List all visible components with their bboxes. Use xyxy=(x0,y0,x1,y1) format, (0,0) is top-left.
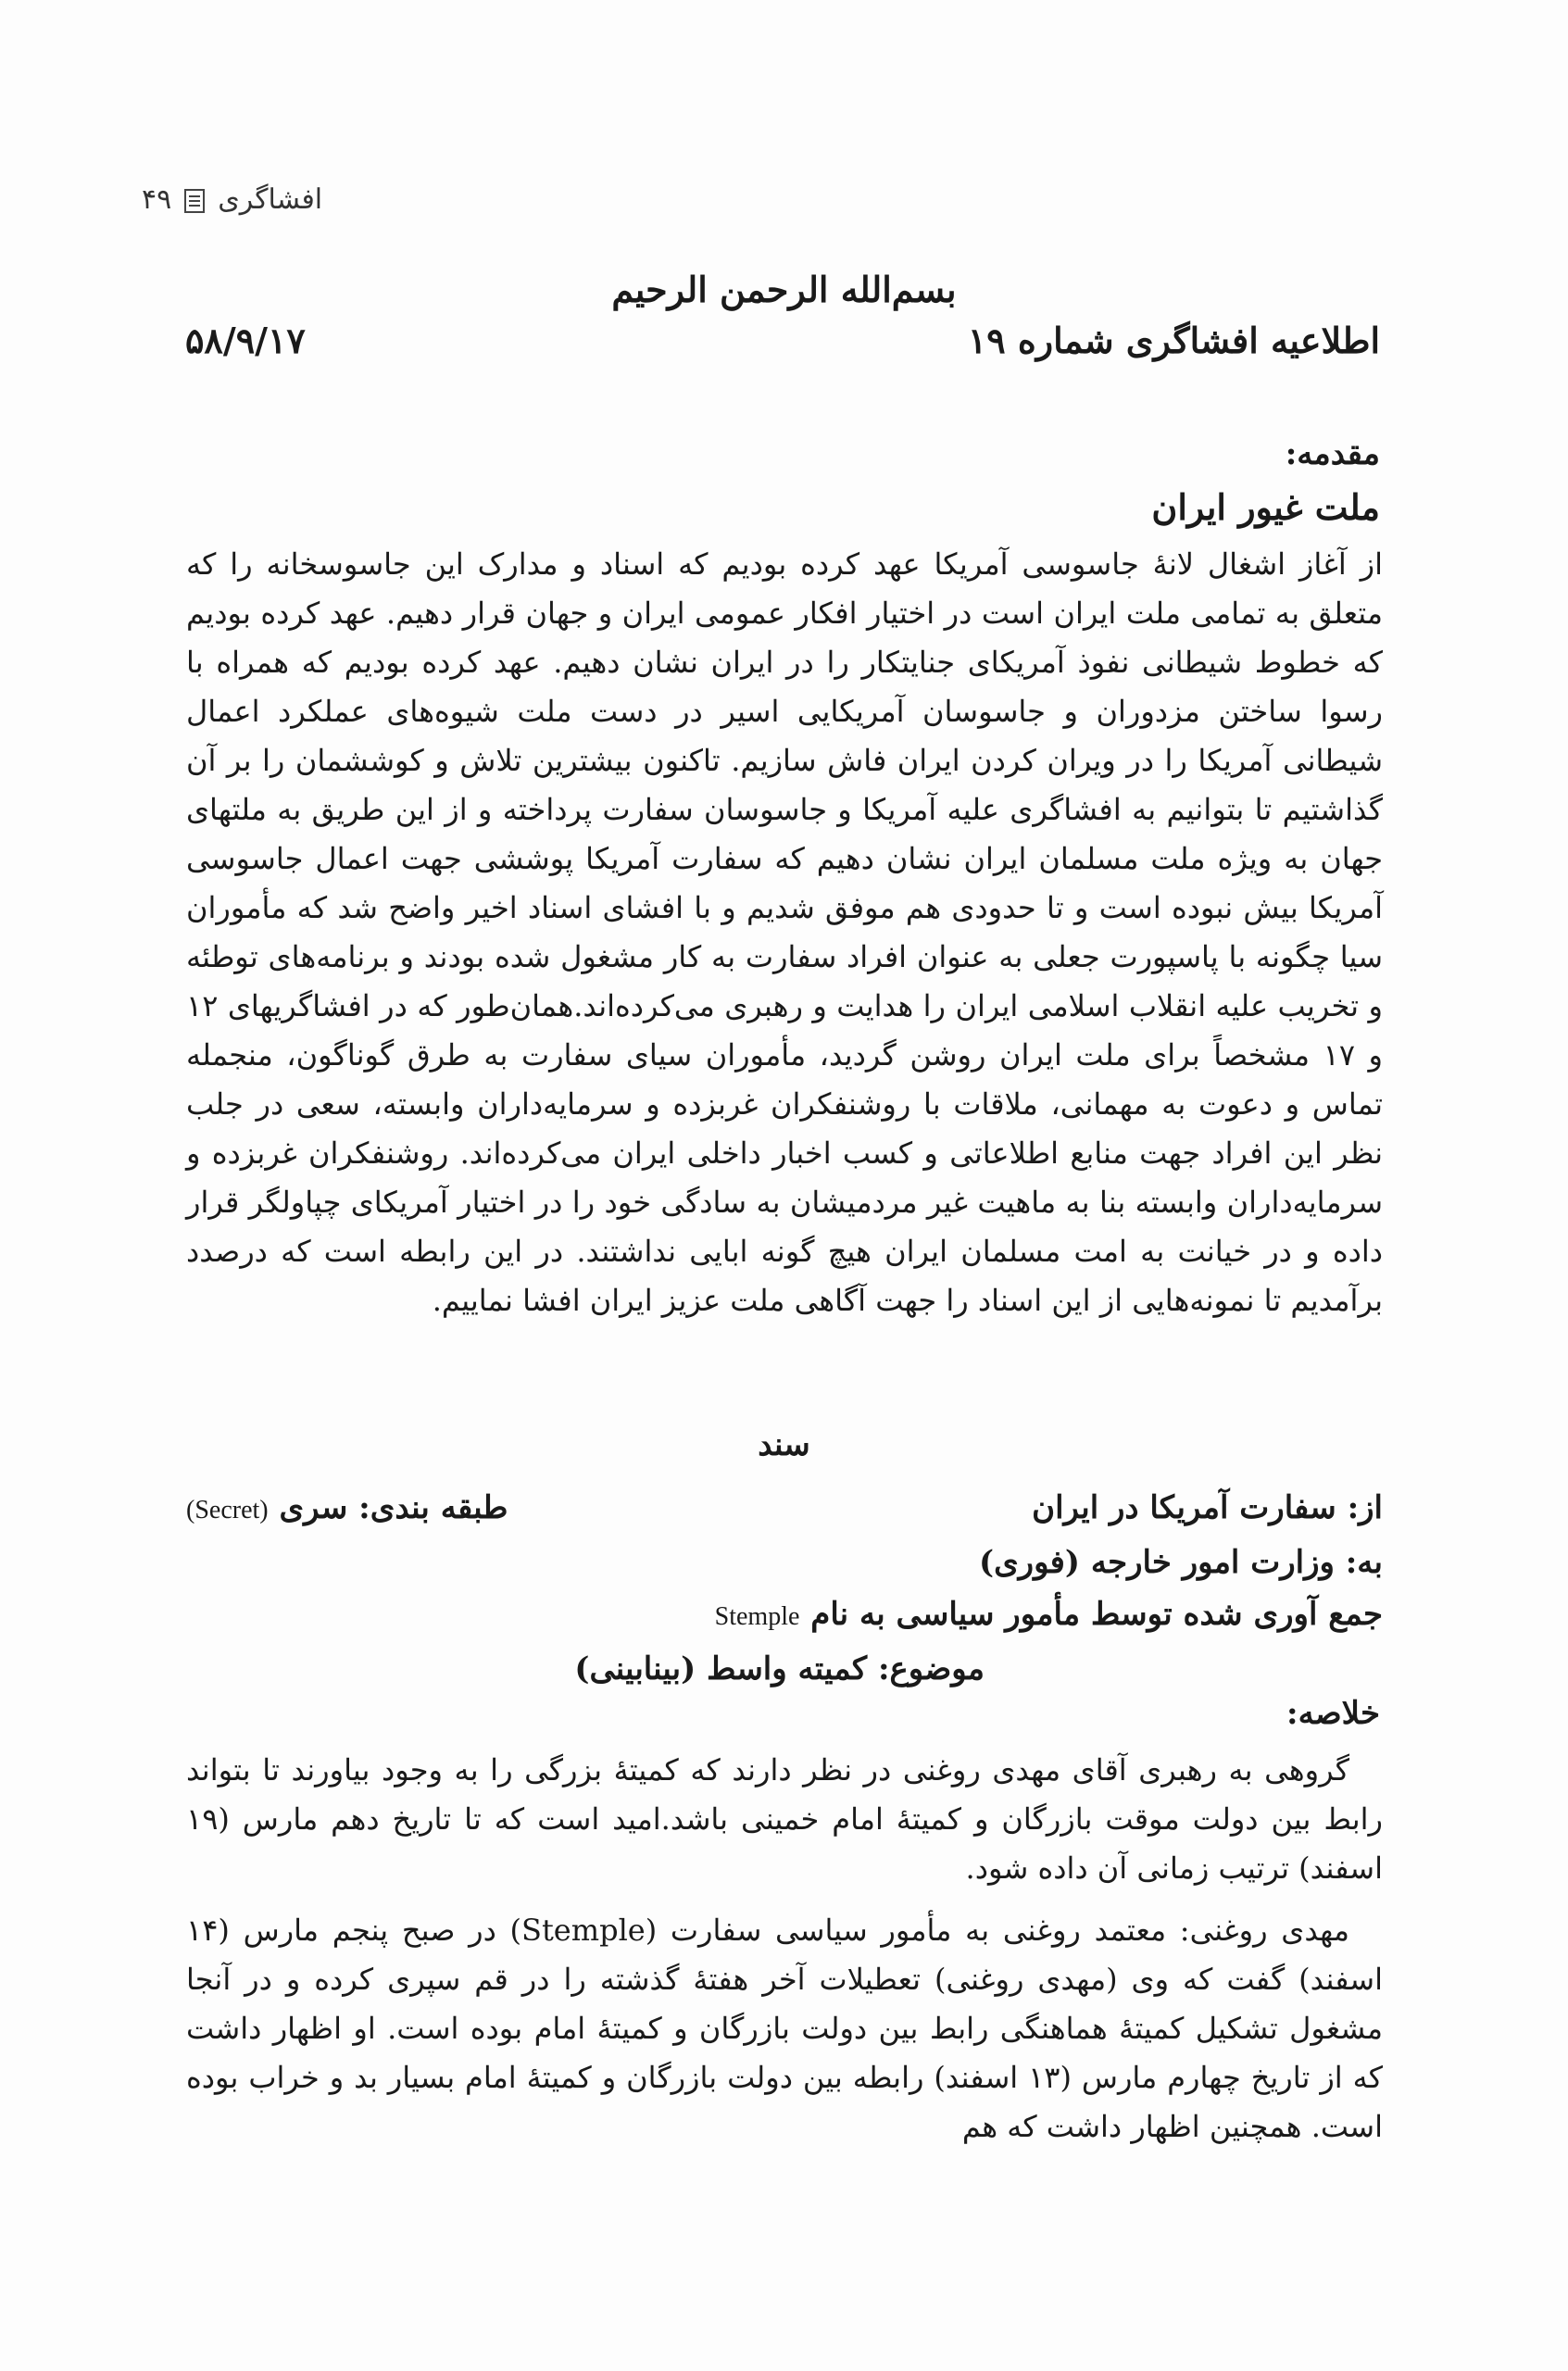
notice-title: اطلاعیه افشاگری شماره ۱۹ xyxy=(967,320,1380,361)
document-label: سند xyxy=(758,1426,810,1463)
document-meta xyxy=(186,1482,1383,1695)
from-row xyxy=(186,1482,1383,1537)
compiled-by-line xyxy=(186,1588,1383,1643)
intro-paragraph: از آغاز اشغال لانهٔ جاسوسی آمریکا عهد کرده بودیم که اسناد و مدارک این جاسوسخانه را که متعلق به تمامی ملت ایران است در اختیار افکار عمومی ایران و جهان قرار دهیم. عهد کرده بودیم که خطوط شیطانی نفوذ آمریکای جنایتکار را در ایران نشان دهیم. عهد کرده بودیم که همراه با رسوا ساختن مزدوران و جاسوسان آمریکایی اسیر در دست ملت شیوه‌های عملکرد اعمال شیطانی آمریکا را در ویران کردن ایران فاش سازیم. تاکنون بیشترین تلاش و کوششمان را بر آن گذاشتیم تا بتوانیم به افشاگری علیه آمریکا و جاسوسان سفارت پرداخته و از این طریق به ملتهای جهان به ویژه ملت مسلمان ایران نشان دهیم که سفارت آمریکا پوششی جهت اعمال جاسوسی آمریکا بیش نبوده است و تا حدودی هم موفق شدیم و با افشای اسناد اخیر واضح شد که مأموران سیا چگونه با پاسپورت جعلی به عنوان افراد سفارت به کار مشغول شده بودند و برنامه‌های توطئه و تخریب علیه انقلاب اسلامی ایران را هدایت و رهبری می‌کرده‌اند.همان‌طور که در افشاگریهای ۱۲ و ۱۷ مشخصاً برای ملت ایران روشن گردید، مأموران سیای سفارت به طرق گوناگون، منجمله تماس و دعوت به مهمانی، ملاقات با روشنفکران غربزده و سرمایه‌داران وابسته، سعی در جلب نظر این افراد جهت منابع اطلاعاتی و کسب اخبار داخلی ایران می‌کرده‌اند. روشنفکران غربزده و سرمایه‌داران وابسته بنا به ماهیت غیر مردمیشان به سادگی خود را در اختیار آمریکای چپاولگر قرار داده و در خیانت به امت مسلمان ایران هیچ گونه ابایی نداشتند. در این رابطه است که درصدد برآمدیم تا نمونه‌هایی از این اسناد را جهت آگاهی ملت عزیز ایران افشا نماییم. xyxy=(186,546,1384,1318)
running-header xyxy=(142,183,364,216)
intro-heading: مقدمه: xyxy=(1285,435,1380,472)
from-line: از: سفارت آمریکا در ایران xyxy=(1032,1489,1383,1526)
classification-label: طبقه بندی: سری xyxy=(279,1489,508,1526)
subject-line: موضوع: کمیته واسط (بینابینی) xyxy=(574,1650,985,1687)
date-title-row xyxy=(185,320,1380,361)
running-header-title: افشاگری xyxy=(218,183,323,216)
compiled-by-name: Stemple xyxy=(714,1602,800,1631)
bismillah: بسم‌الله الرحمن الرحیم xyxy=(611,269,957,310)
summary-paragraph: مهدی روغنی: معتمد روغنی به مأمور سیاسی سفارت (Stemple) در صبح پنجم مارس (۱۴ اسفند) گفت که وی (مهدی روغنی) تعطیلات آخر هفتهٔ گذشته را در قم سپری کرده و در آنجا مشغول تشکیل کمیتهٔ هماهنگی رابط بین دولت بازرگان و کمیتهٔ امام بوده است. او اظهار داشت که از تاریخ چهارم مارس (۱۳ اسفند) رابطه بین دولت بازرگان و کمیتهٔ امام بسیار بد و خراب بوده است. همچنین اظهار داشت که هم xyxy=(186,1913,1384,2144)
to-line: به: وزارت امور خارجه (فوری) xyxy=(978,1544,1383,1581)
notice-date: ۵۸/۹/۱۷ xyxy=(185,320,306,361)
summary-body xyxy=(186,1746,1383,2164)
document-icon xyxy=(184,188,205,212)
summary-paragraph: گروهی به رهبری آقای مهدی روغنی در نظر دارند که کمیتهٔ بزرگی را به وجود بیاورند تا بتواند رابط بین دولت موقت بازرگان و کمیتهٔ امام خمینی باشد.امید است که تا تاریخ دهم مارس (۱۹ اسفند) ترتیب زمانی آن داده شود. xyxy=(186,1752,1383,1886)
nation-heading: ملت غیور ایران xyxy=(1151,486,1380,528)
compiled-by-prefix: جمع آوری شده توسط مأمور سیاسی به نام xyxy=(810,1596,1383,1633)
page-number: ۴۹ xyxy=(142,183,172,216)
summary-heading: خلاصه: xyxy=(1286,1695,1380,1732)
classification-latin: (Secret) xyxy=(186,1496,269,1524)
classification xyxy=(186,1482,508,1537)
